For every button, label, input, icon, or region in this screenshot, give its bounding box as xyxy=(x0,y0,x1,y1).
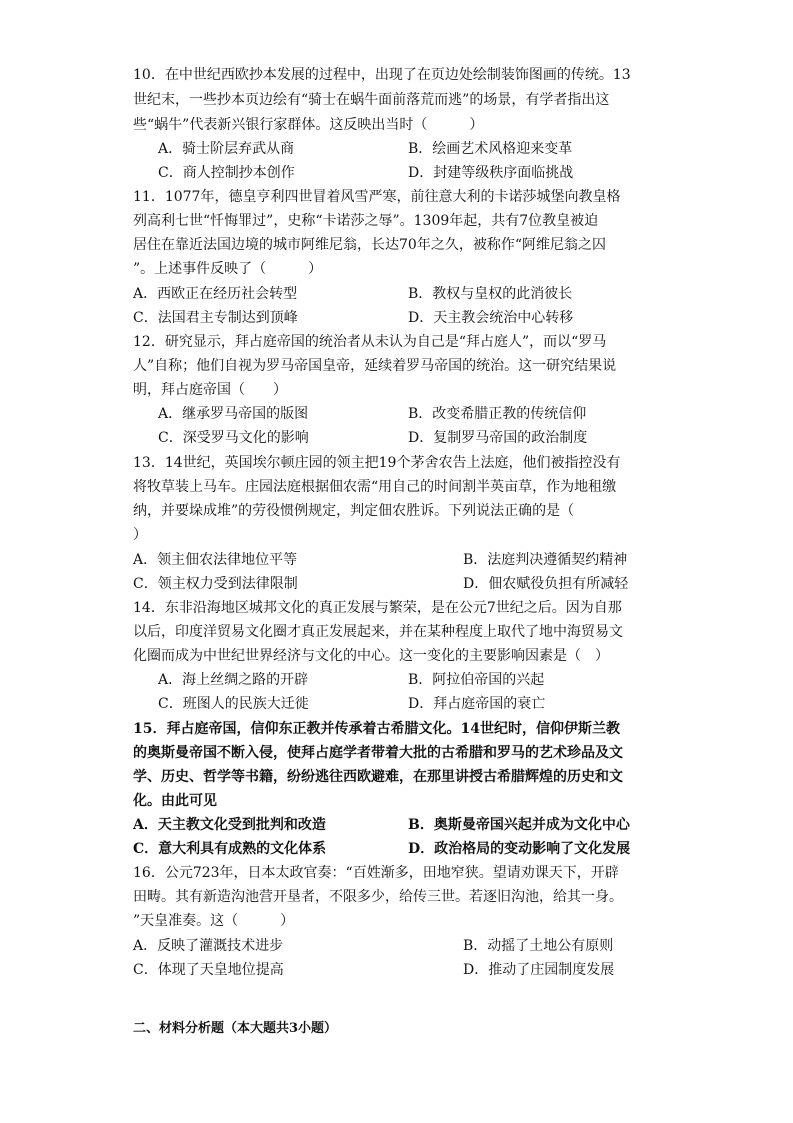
q16-option-a: A．反映了灌溉技术进步 xyxy=(133,938,284,954)
q11-option-a: A．西欧正在经历社会转型 xyxy=(133,286,298,302)
q10-line-3: 些“蜗牛”代表新兴银行家群体。这反映出当时（ ） xyxy=(133,117,484,133)
section-title: 二、材料分析题（本大题共3小题） xyxy=(133,1021,338,1036)
q13-option-b: B．法庭判决遵循契约精神 xyxy=(463,552,628,568)
q15-option-c: C．意大利具有成熟的文化体系 xyxy=(133,841,327,857)
q12-line-2: 人”自称；他们自视为罗马帝国皇帝，延续着罗马帝国的统治。这一研究结果说 xyxy=(133,358,617,374)
q14-option-a: A．海上丝绸之路的开辟 xyxy=(158,672,309,688)
q10-option-b: B．绘画艺术风格迎来变革 xyxy=(408,141,573,157)
q13-line-4: ） xyxy=(133,527,147,543)
q15-option-b: B．奥斯曼帝国兴起并成为文化中心 xyxy=(408,817,630,833)
q11-line-3: 居住在靠近法国边境的城市阿维尼翁，长达70年之久，被称作“阿维尼翁之囚 xyxy=(133,237,606,253)
q11-line-2: 列高利七世“忏悔罪过”，史称“卡诺莎之辱”。1309年起，共有7位教皇被迫 xyxy=(133,213,599,229)
q12-option-b: B．改变希腊正教的传统信仰 xyxy=(408,406,587,422)
q15-option-d: D．政治格局的变动影响了文化发展 xyxy=(408,841,631,857)
q13-line-3: 纳，并要垛成堆”的劳役惯例规定，判定佃农胜诉。下列说法正确的是（ xyxy=(133,503,575,519)
q10-line-1: 10．在中世纪西欧抄本发展的过程中，出现了在页边处绘制装饰图画的传统。13 xyxy=(133,67,631,83)
q16-line-1: 16．公元723年，日本太政官奏：“百姓渐多，田地窄狭。望请劝课天下，开辟 xyxy=(133,865,619,881)
q15-line-2: 的奥斯曼帝国不断入侵，使拜占庭学者带着大批的古希腊和罗马的艺术珍品及文 xyxy=(133,745,623,761)
q10-option-a: A．骑士阶层弃武从商 xyxy=(158,141,295,157)
q16-option-c: C．体现了天皇地位提高 xyxy=(133,962,284,978)
q14-option-b: B．阿拉伯帝国的兴起 xyxy=(408,672,545,688)
q10-line-2: 世纪末，一些抄本页边绘有“骑士在蜗牛面前落荒而逃”的场景，有学者指出这 xyxy=(133,92,610,108)
q15-option-a: A．天主教文化受到批判和改造 xyxy=(133,817,326,833)
q10-option-d: D．封建等级秩序面临挑战 xyxy=(408,165,574,181)
q11-option-d: D．天主教会统治中心转移 xyxy=(408,310,574,326)
q12-line-1: 12．研究显示，拜占庭帝国的统治者从未认为自己是“拜占庭人”，而以“罗马 xyxy=(133,334,607,350)
q15-line-4: 化。由此可见 xyxy=(133,793,217,809)
q16-line-2: 田畴。其有新造沟池营开垦者，不限多少，给传三世。若逐旧沟池，给其一身。 xyxy=(133,889,623,905)
q16-option-d: D．推动了庄园制度发展 xyxy=(463,962,615,978)
q12-option-a: A．继承罗马帝国的版图 xyxy=(158,406,309,422)
q16-option-b: B．动摇了土地公有原则 xyxy=(463,938,614,954)
q14-option-c: C．班图人的民族大迁徙 xyxy=(158,696,309,712)
q12-option-d: D．复制罗马帝国的政治制度 xyxy=(408,430,588,446)
q11-line-1: 11．1077年，德皇亨利四世冒着风雪严寒，前往意大利的卡诺莎城堡向教皇格 xyxy=(133,189,621,205)
q13-option-d: D．佃农赋役负担有所减轻 xyxy=(463,576,629,592)
q10-option-c: C．商人控制抄本创作 xyxy=(158,165,295,181)
q12-line-3: 明，拜占庭帝国（ ） xyxy=(133,382,287,398)
q16-line-3: ”天皇准奏。这（ ） xyxy=(133,913,295,929)
q13-line-2: 将牧草装上马车。庄园法庭根据佃农需“用自己的时间割半英亩草，作为地租缴 xyxy=(133,479,617,495)
q13-line-1: 13．14世纪，英国埃尔顿庄园的领主把19个茅舍农告上法庭，他们被指控没有 xyxy=(133,455,621,471)
q14-option-d: D．拜占庭帝国的衰亡 xyxy=(408,696,546,712)
q15-line-3: 学、历史、哲学等书籍，纷纷逃往西欧避难，在那里讲授古希腊辉煌的历史和文 xyxy=(133,769,623,785)
q11-option-b: B．教权与皇权的此消彼长 xyxy=(408,286,573,302)
q12-option-c: C．深受罗马文化的影响 xyxy=(158,430,309,446)
q14-line-3: 化圈而成为中世纪世界经济与文化的中心。这一变化的主要影响因素是（ ） xyxy=(133,648,609,664)
q13-option-a: A．领主佃农法律地位平等 xyxy=(133,552,298,568)
q15-line-1: 15．拜占庭帝国，信仰东正教并传承着古希腊文化。14世纪时，信仰伊斯兰教 xyxy=(133,721,620,737)
q11-line-4: ”。上述事件反映了（ ） xyxy=(133,261,323,277)
q11-option-c: C．法国君主专制达到顶峰 xyxy=(133,310,298,326)
q14-line-1: 14．东非沿海地区城邦文化的真正发展与繁荣，是在公元7世纪之后。因为自那 xyxy=(133,600,622,616)
q13-option-c: C．领主权力受到法律限制 xyxy=(133,576,298,592)
q14-line-2: 以后，印度洋贸易文化圈才真正发展起来，并在某种程度上取代了地中海贸易文 xyxy=(133,624,623,640)
